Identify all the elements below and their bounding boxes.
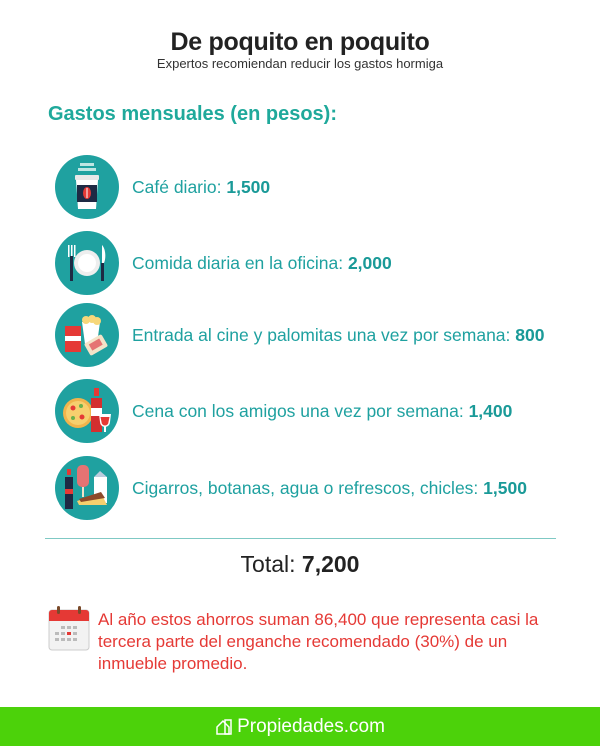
page-subtitle: Expertos recomiendan reducir los gastos hormiga [156,56,444,71]
house-logo-icon [215,718,233,736]
item-label: Cigarros, botanas, agua o refrescos, chicles: [132,477,484,498]
page-title: De poquito en poquito [170,28,430,56]
item-value: 1,400 [468,400,513,421]
expense-item-cinema [55,303,544,367]
popcorn-ticket-icon [55,303,119,367]
item-value: 1,500 [483,477,527,498]
item-label: Comida diaria en la oficina: [132,252,348,273]
item-label: Entrada al cine y palomitas una vez por semana: [132,324,516,345]
item-value: 800 [515,324,545,345]
total-value: 7,200 [301,551,360,577]
annual-savings-note: Al año estos ahorros suman 86,400 que representa casi la tercera parte del enganche recomendado (30%) de un inmueble promedio. [98,610,539,673]
coffee-cup-icon [55,155,119,219]
item-value: 1,500 [226,176,271,197]
total [0,551,600,578]
item-value: 2,000 [347,252,392,273]
calendar-icon [47,605,91,658]
plate-cutlery-icon [55,231,119,295]
brand-name: Propiedades.com [237,715,385,737]
pizza-wine-icon [55,379,119,443]
expense-item-lunch [55,231,392,295]
total-label: Total: [240,551,302,577]
expense-item-coffee [55,155,270,219]
item-label: Cena con los amigos una vez por semana: [132,400,469,421]
section-heading: Gastos mensuales (en pesos): [48,103,337,125]
expense-item-snacks [55,456,527,520]
expense-item-dinner [55,379,512,443]
divider [45,538,556,539]
item-label: Café diario: [132,176,227,197]
snacks-soda-icon [55,456,119,520]
footer-brand-bar [0,707,600,746]
